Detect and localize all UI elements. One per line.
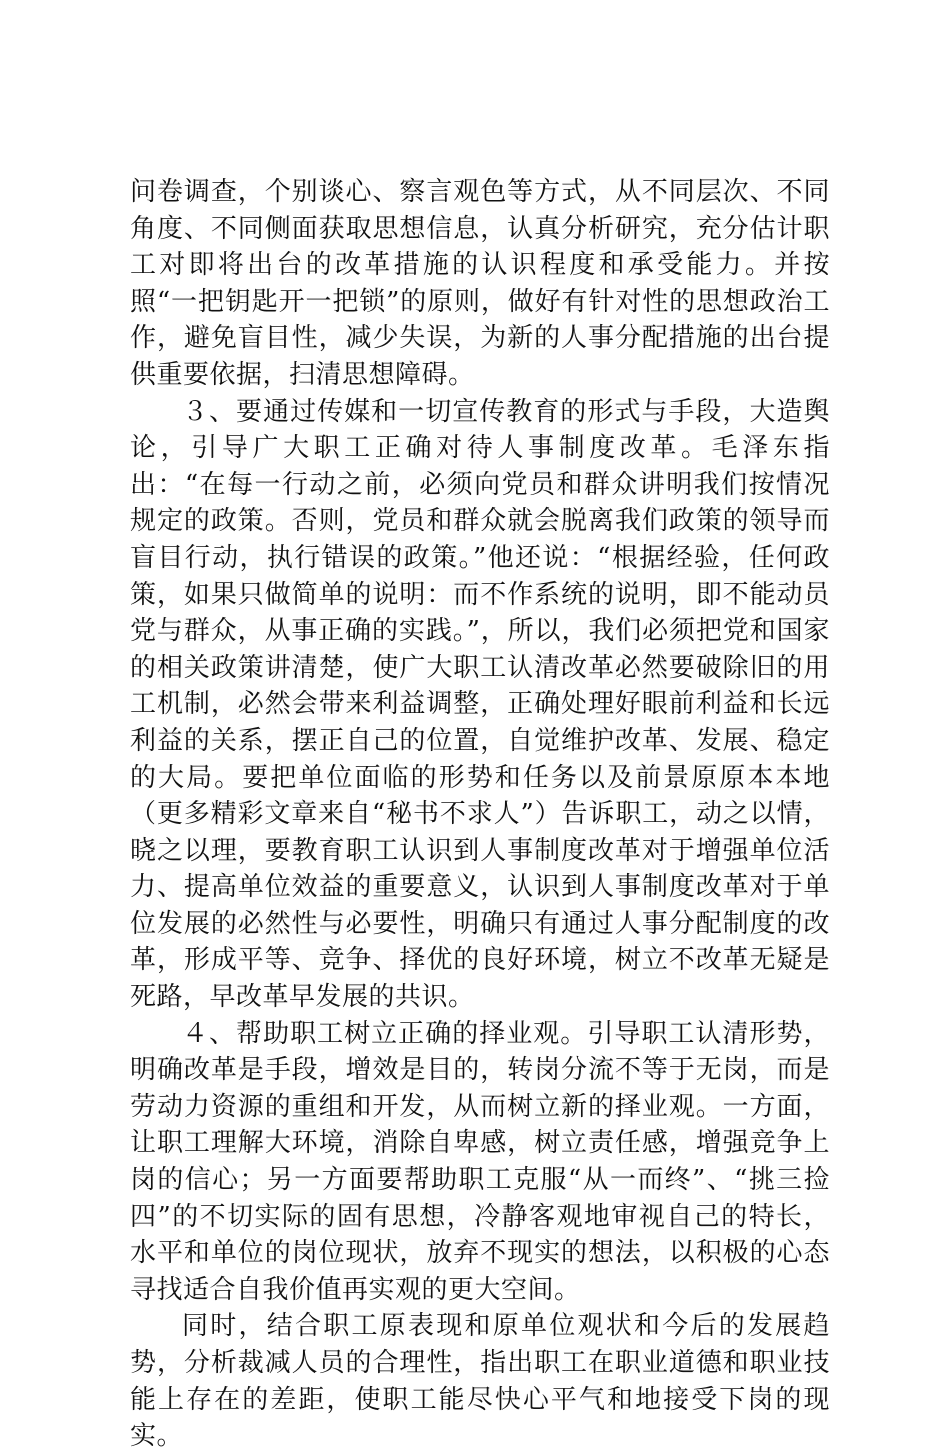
paragraph-closing: 同时，结合职工原表现和原单位观状和今后的发展趋势，分析裁减人员的合理性，指出职工在职业道德和职业技能上存在的差距，使职工能尽快心平气和地接受下岗的现实。 (130, 1311, 830, 1452)
paragraph-item-4: ４、帮助职工树立正确的择业观。引导职工认清形势，明确改革是手段，增效是目的，转岗分流不等于无岗，而是劳动力资源的重组和开发，从而树立新的择业观。一方面，让职工理解大环境，消除自卑感，树立责任感，增强竞争上岗的信心；另一方面要帮助职工克服“从一而终”、“挑三捡四”的不切实际的固有思想，冷静客观地审视自己的特长，水平和单位的岗位现状，放弃不现实的想法，以积极的心态寻找适合自我价值再实观的更大空间。 (130, 1018, 830, 1305)
document-body (130, 174, 830, 1455)
paragraph-item-3: ３、要通过传媒和一切宣传教育的形式与手段，大造舆论，引导广大职工正确对待人事制度改革。毛泽东指出：“在每一行动之前，必须向党员和群众讲明我们按情况规定的政策。否则，党员和群众就会脱离我们政策的领导而盲目行动，执行错误的政策。”他还说：“根据经验，任何政策，如果只做简单的说明：而不作系统的说明，即不能动员党与群众，从事正确的实践。”，所以，我们必须把党和国家的相关政策讲清楚，使广大职工认清改革必然要破除旧的用工机制，必然会带来利益调整，正确处理好眼前利益和长远利益的关系，摆正自己的位置，自觉维护改革、发展、稳定的大局。要把单位面临的形势和任务以及前景原原本本地（更多精彩文章来自“秘书不求人”）告诉职工，动之以情，晓之以理，要教育职工认识到人事制度改革对于增强单位活力、提高单位效益的重要意义，认识到人事制度改革对于单位发展的必然性与必要性，明确只有通过人事分配制度的改革，形成平等、竞争、择优的良好环境，树立不改革无疑是死路，早改革早发展的共识。 (130, 396, 830, 1013)
paragraph-continuation: 问卷调查，个别谈心、察言观色等方式，从不同层次、不同角度、不同侧面获取思想信息，认真分析研究，充分估计职工对即将出台的改革措施的认识程度和承受能力。并按照“一把钥匙开一把锁”的原则，做好有针对性的思想政治工作，避免盲目性，减少失误，为新的人事分配措施的出台提供重要依据，扫清思想障碍。 (130, 177, 830, 390)
